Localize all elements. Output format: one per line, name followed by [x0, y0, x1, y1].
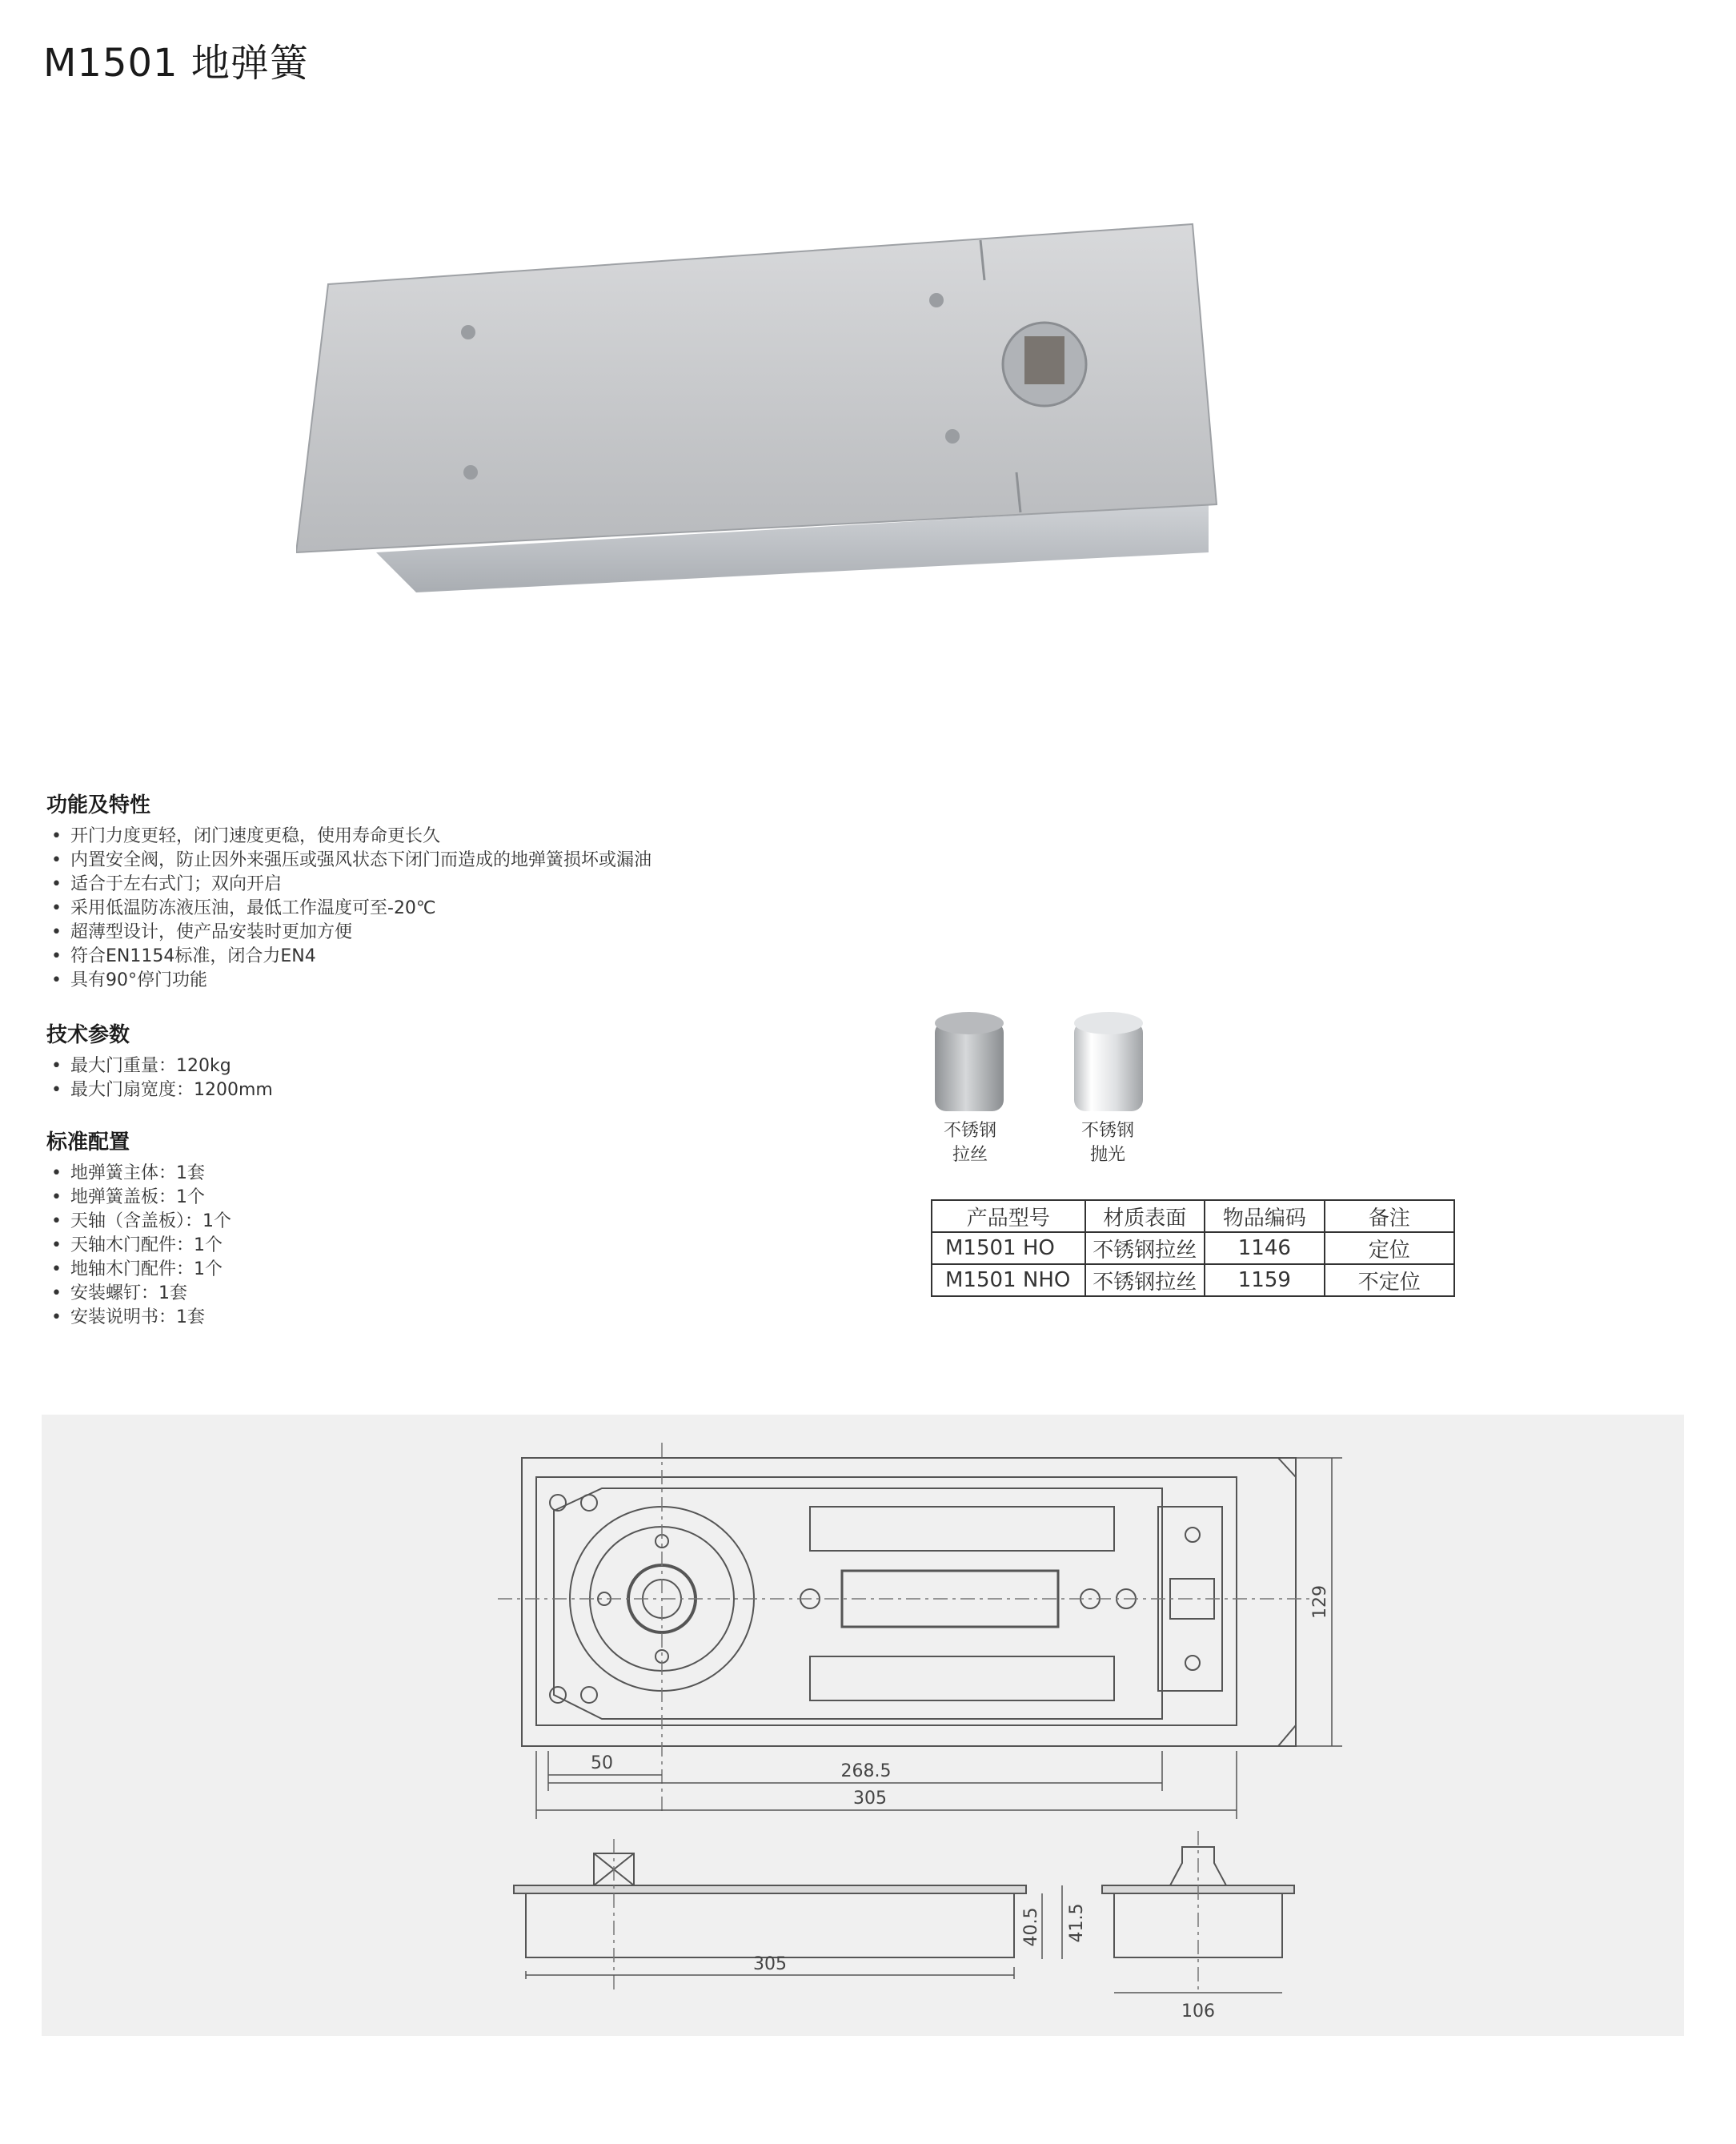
bolt-hole — [1185, 1656, 1200, 1670]
product-photo — [296, 216, 1249, 608]
list-item: • 天轴木门配件：1个 — [46, 1234, 231, 1258]
outline-line — [1278, 1458, 1296, 1477]
table-row — [932, 1232, 1454, 1264]
bolt-hole — [581, 1495, 597, 1511]
upper-slot — [810, 1507, 1114, 1551]
list-item: • 地轴木门配件：1个 — [46, 1258, 231, 1282]
table-cell: 不定位 — [1325, 1264, 1454, 1296]
list-item: • 最大门重量：120kg — [46, 1054, 273, 1078]
table-header-row — [932, 1200, 1454, 1232]
list-item: • 采用低温防冻液压油，最低工作温度可至-20℃ — [46, 897, 652, 921]
dimension-label: 268.5 — [840, 1761, 892, 1781]
dimension-label: 40.5 — [1021, 1907, 1041, 1947]
standard-config-section — [46, 1126, 231, 1330]
dimension-label: 129 — [1310, 1585, 1330, 1619]
product-table — [931, 1199, 1455, 1297]
dimension-label: 305 — [753, 1954, 787, 1974]
technical-drawing-panel — [42, 1415, 1684, 2036]
table-cell: M1501 HO — [932, 1232, 1085, 1264]
page-title: M1501 地弹簧 — [43, 41, 309, 86]
finish-brushed-label: 不锈钢 拉丝 — [943, 1121, 996, 1165]
side-housing — [526, 1893, 1014, 1957]
outline-line — [1278, 1725, 1296, 1746]
spindle — [1024, 336, 1064, 384]
screw-icon — [929, 293, 944, 307]
list-item: • 开门力度更轻，闭门速度更稳，使用寿命更长久 — [46, 825, 652, 849]
side-cover-plate — [514, 1885, 1026, 1893]
list-item: • 地弹簧盖板：1个 — [46, 1186, 231, 1210]
finish-polished-label: 不锈钢 抛光 — [1080, 1121, 1134, 1165]
dimension-label: 50 — [591, 1753, 613, 1773]
bolt-hole — [1185, 1528, 1200, 1542]
table-cell: 不锈钢拉丝 — [1085, 1232, 1205, 1264]
dimension-label: 305 — [853, 1789, 887, 1809]
screw-icon — [463, 465, 478, 480]
table-header: 物品编码 — [1205, 1200, 1325, 1232]
screw-icon — [461, 325, 475, 339]
technical-drawing — [42, 1415, 1684, 2036]
table-header: 产品型号 — [932, 1200, 1085, 1232]
lower-slot — [810, 1656, 1114, 1700]
tech-params-list — [46, 1054, 273, 1102]
features-heading: 功能及特性 — [46, 793, 151, 817]
table-cell: 1146 — [1205, 1232, 1325, 1264]
bolt-hole — [581, 1687, 597, 1703]
bolt-hole — [550, 1687, 566, 1703]
list-item: • 安装螺钉：1套 — [46, 1282, 231, 1306]
table-cell: 定位 — [1325, 1232, 1454, 1264]
standard-config-heading: 标准配置 — [46, 1130, 130, 1154]
list-item: • 天轴（含盖板）：1个 — [46, 1210, 231, 1234]
finish-brushed-swatch — [933, 1010, 1005, 1114]
list-item: • 最大门扇宽度：1200mm — [46, 1078, 273, 1102]
screw-icon — [945, 429, 960, 444]
table-cell: 1159 — [1205, 1264, 1325, 1296]
list-item: • 超薄型设计，使产品安装时更加方便 — [46, 921, 652, 945]
table-cell: M1501 NHO — [932, 1264, 1085, 1296]
list-item: • 内置安全阀，防止因外来强压或强风状态下闭门而造成的地弹簧损坏或漏油 — [46, 849, 652, 873]
dimension-label: 106 — [1181, 2001, 1215, 2022]
tech-params-section — [46, 1018, 273, 1102]
list-item: • 具有90°停门功能 — [46, 969, 652, 993]
list-item: • 安装说明书：1套 — [46, 1306, 231, 1330]
features-section — [46, 789, 652, 993]
table-header: 备注 — [1325, 1200, 1454, 1232]
mechanism-outline — [554, 1488, 1162, 1719]
tech-params-heading: 技术参数 — [46, 1023, 130, 1047]
features-list — [46, 825, 652, 993]
top-view-outer — [522, 1458, 1296, 1746]
dimension-label: 41.5 — [1067, 1903, 1087, 1943]
list-item: • 符合EN1154标准，闭合力EN4 — [46, 945, 652, 969]
table-cell: 不锈钢拉丝 — [1085, 1264, 1205, 1296]
list-item: • 地弹簧主体：1套 — [46, 1162, 231, 1186]
list-item: • 适合于左右式门；双向开启 — [46, 873, 652, 897]
finish-polished-swatch — [1072, 1010, 1145, 1114]
standard-config-list — [46, 1162, 231, 1330]
table-header: 材质表面 — [1085, 1200, 1205, 1232]
table-row — [932, 1264, 1454, 1296]
